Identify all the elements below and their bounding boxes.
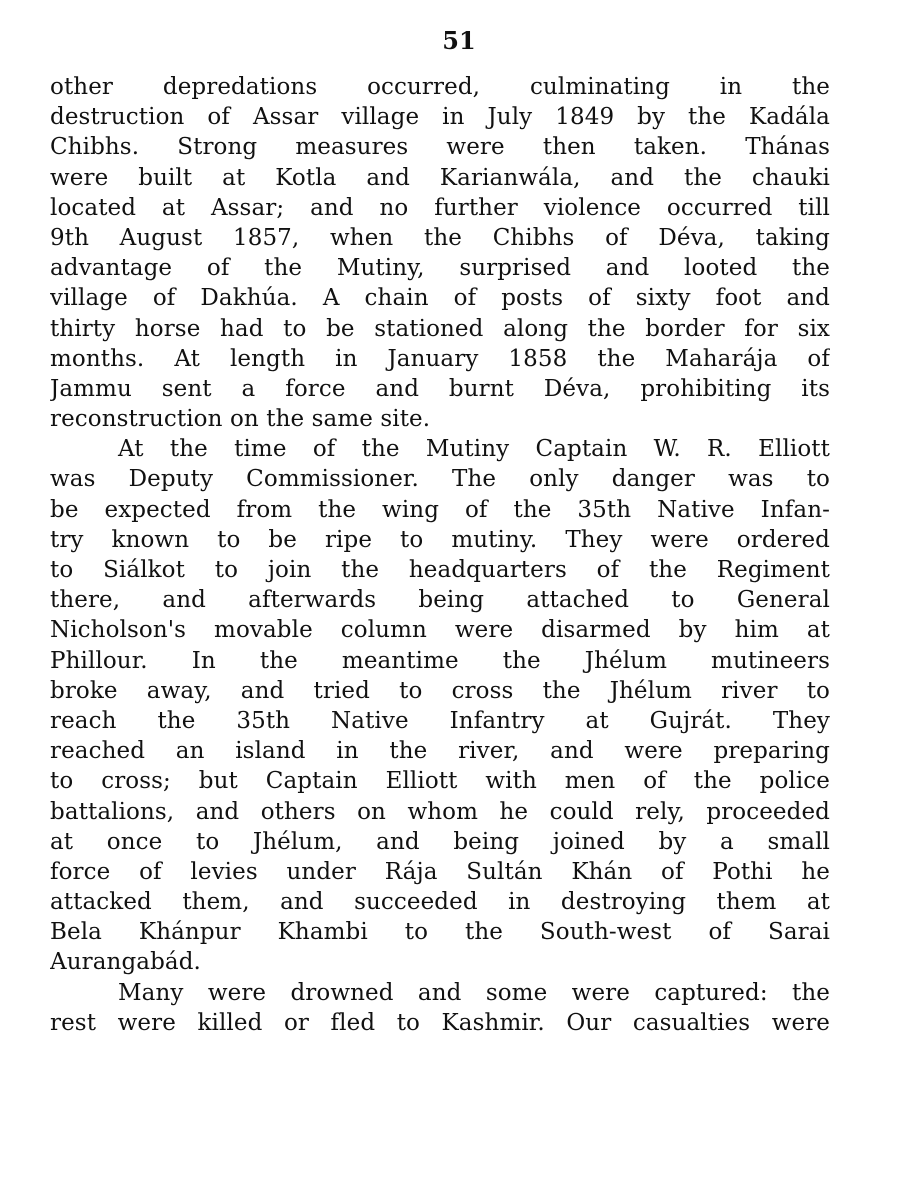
text-line: reached an island in the river, and were preparing xyxy=(50,738,830,765)
text-line: advantage of the Mutiny, surprised and looted the xyxy=(50,255,830,282)
text-line: At the time of the Mutiny Captain W. R. Elliott xyxy=(118,436,830,463)
text-line: rest were killed or fled to Kashmir. Our casualties were xyxy=(50,1009,830,1036)
text-line: destruction of Assar village in July 1849 by the Kadála xyxy=(50,104,830,131)
page-number: 51 xyxy=(442,26,476,55)
text-line: force of levies under Rája Sultán Khán of Pothi he xyxy=(50,858,830,885)
body-text xyxy=(50,72,830,1038)
text-line: broke away, and tried to cross the Jhélum river to xyxy=(50,677,830,704)
text-line: Phillour. In the meantime the Jhélum mutineers xyxy=(50,647,830,674)
text-line: was Deputy Commissioner. The only danger was to xyxy=(50,466,830,493)
text-line: Nicholson's movable column were disarmed by him at xyxy=(50,617,830,644)
text-line: reconstruction on the same site. xyxy=(50,406,431,433)
text-line: Chibhs. Strong measures were then taken. Thánas xyxy=(50,134,830,161)
text-line: Aurangabád. xyxy=(50,949,201,976)
text-line: months. At length in January 1858 the Maharája of xyxy=(50,345,830,372)
text-line: battalions, and others on whom he could rely, proceeded xyxy=(50,798,830,825)
text-line: Jammu sent a force and burnt Déva, prohibiting its xyxy=(50,375,830,402)
text-line: attacked them, and succeeded in destroying them at xyxy=(50,889,830,916)
text-line: Bela Khánpur Khambi to the South-west of Sarai xyxy=(50,919,830,946)
text-line: located at Assar; and no further violence occurred till xyxy=(50,194,830,221)
text-line: there, and afterwards being attached to General xyxy=(50,587,830,614)
text-line: were built at Kotla and Karianwála, and the chauki xyxy=(50,164,830,191)
text-line: Many were drowned and some were captured: the xyxy=(118,979,830,1006)
text-line: at once to Jhélum, and being joined by a small xyxy=(50,828,830,855)
text-line: to Siálkot to join the headquarters of the Regiment xyxy=(50,557,830,583)
text-line: 9th August 1857, when the Chibhs of Déva, taking xyxy=(50,224,830,251)
text-line: village of Dakhúa. A chain of posts of sixty foot and xyxy=(50,285,830,312)
text-line: try known to be ripe to mutiny. They were ordered xyxy=(50,526,830,553)
text-line: thirty horse had to be stationed along the border for six xyxy=(50,315,830,342)
text-line: to cross; but Captain Elliott with men of the police xyxy=(50,768,830,795)
text-line: be expected from the wing of the 35th Native Infan- xyxy=(50,496,830,523)
text-line: other depredations occurred, culminating in the xyxy=(50,74,830,100)
text-line: reach the 35th Native Infantry at Gujrát. They xyxy=(50,707,830,734)
